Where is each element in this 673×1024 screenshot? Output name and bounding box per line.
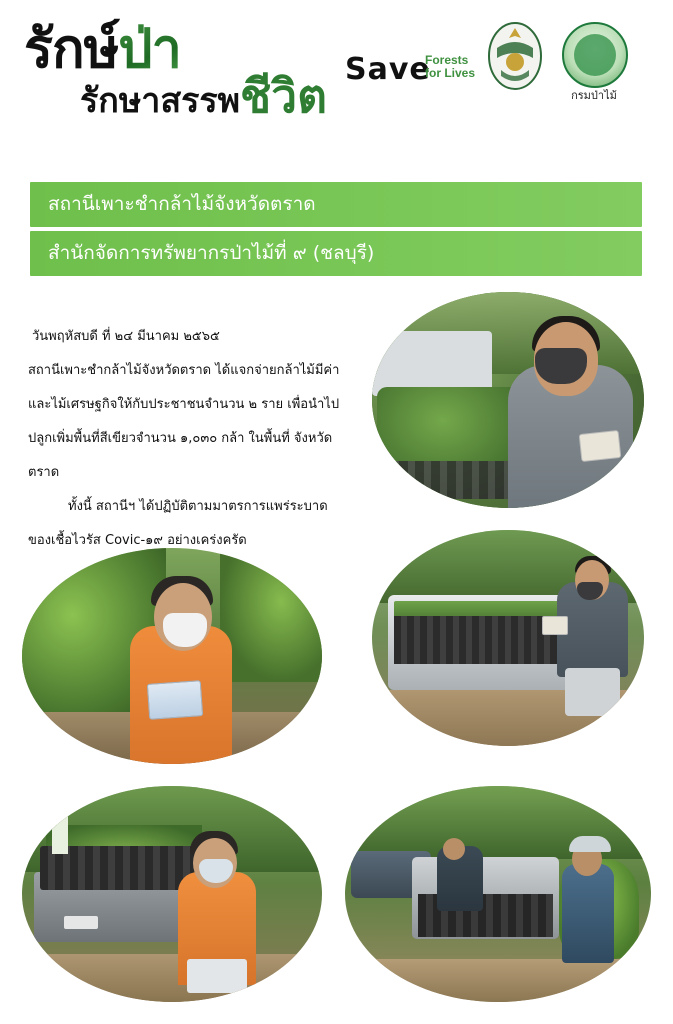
office-title-bar: สำนักจัดการทรัพยากรป่าไม้ที่ ๙ (ชลบุรี) [30,231,642,276]
logo-text-rak-pa-part2: ป่า [118,17,181,80]
body-line-6: ของเชื้อไวรัส Covic-๑๙ อย่างเคร่งครัด [28,533,247,548]
photo-man-with-pickup-truck-loaded-seedlings [372,530,644,746]
royal-garuda-seal-icon [487,18,543,90]
forest-department-caption: กรมป่าไม้ [571,89,617,102]
logo-text-raksa-sap: รักษาสรรพ [80,81,241,121]
body-line-2: สถานีเพาะชำกล้าไม้จังหวัดตราด ได้แจกจ่ายกล้าไม้มีค่า [28,363,340,378]
forest-department-seal-icon [562,22,628,88]
title-bar-group [30,182,642,280]
photo-workers-unloading-saplings-from-truck [345,786,651,1002]
body-line-4: ปลูกเพิ่มพื้นที่สีเขียวจำนวน ๑,๐๓๐ กล้า ในพื้นที่ จังหวัด ตราด [28,431,333,480]
save-subtitle [425,54,475,80]
save-subtitle-line-2: for Lives [425,66,476,80]
photo-man-holding-id-card-with-seedlings [372,292,644,508]
logo-line-2 [80,69,344,123]
save-subtitle-line-1: Forests [425,53,469,67]
save-word: Save [345,52,431,87]
photo-woman-holding-id-card [22,548,322,764]
photo-woman-standing-by-truck-with-seedlings [22,786,322,1002]
body-line-3: และไม้เศรษฐกิจให้กับประชาชนจำนวน ๒ ราย เพื่อนำไป [28,397,340,412]
page-header [0,0,673,165]
body-line-5: ทั้งนี้ สถานีฯ ได้ปฏิบัติตามมาตรการแพร่ระบาด [68,499,328,514]
article-body [28,320,358,558]
logo-text-cheewit: ชีวิต [240,69,327,123]
seal-inner-emblem [574,34,616,76]
logo-text-rak-pa-part1: รักษ์ [24,17,119,80]
save-forests-for-lives-lockup [345,52,480,87]
campaign-logo [24,17,344,160]
body-line-1: วันพฤหัสบดี ที่ ๒๔ มีนาคม ๒๕๖๕ [32,329,220,344]
station-title-bar: สถานีเพาะชำกล้าไม้จังหวัดตราด [30,182,642,227]
